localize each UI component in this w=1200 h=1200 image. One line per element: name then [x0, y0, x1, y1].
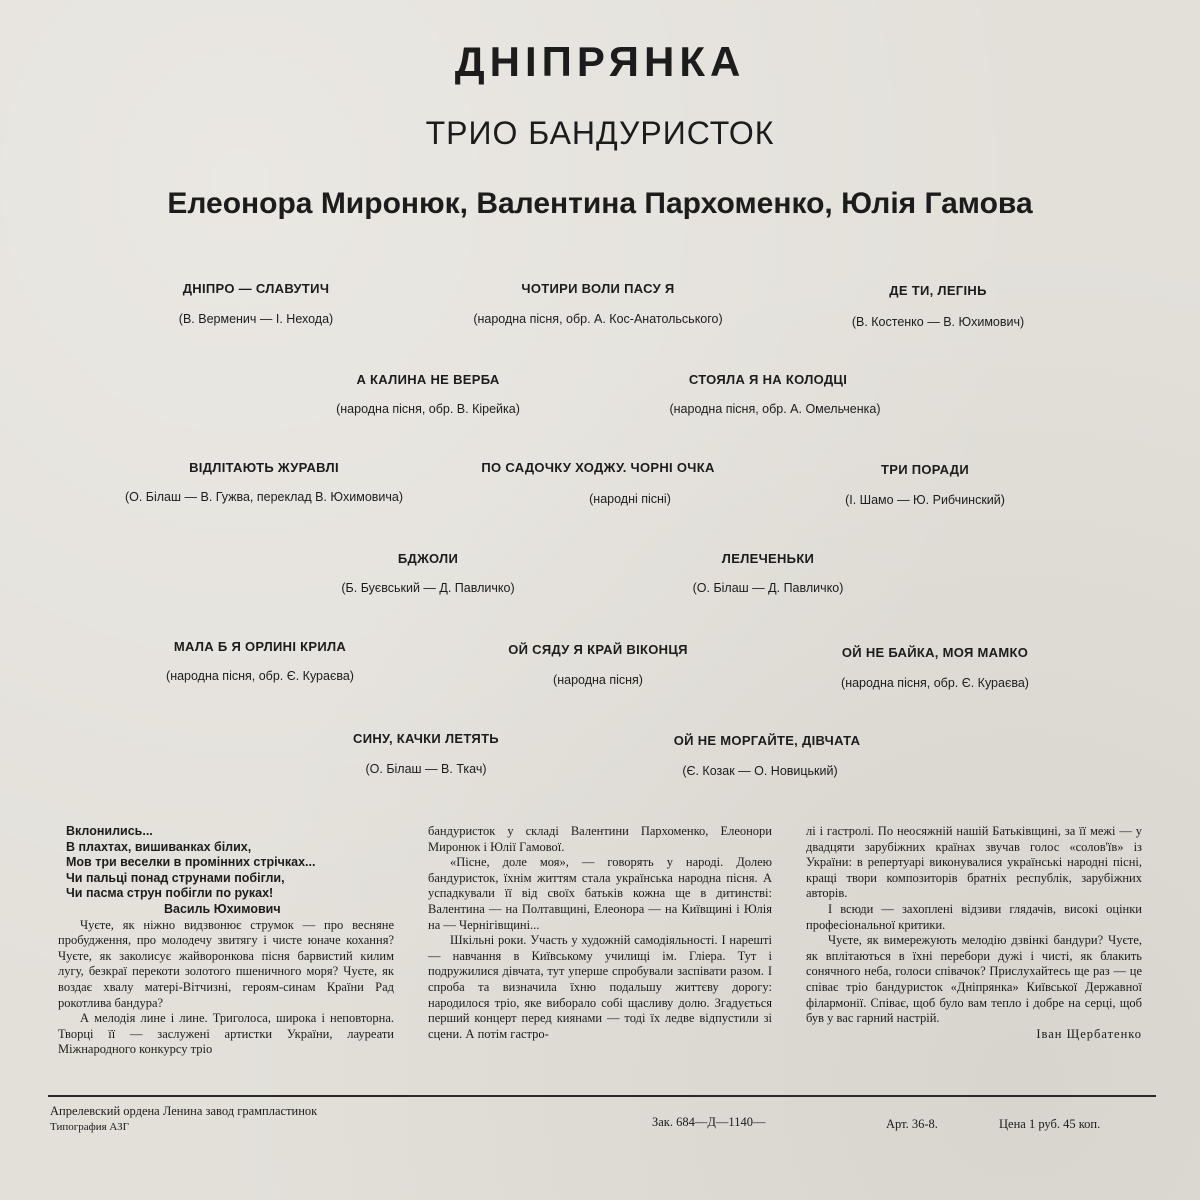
poem-line: Мов три веселки в промінних стрічках... — [66, 855, 316, 870]
song-credit: (народна пісня, обр. А. Омельченка) — [669, 402, 881, 416]
song-credit: (О. Білаш — Д. Павличко) — [692, 581, 844, 595]
poem-line: Чи пальці понад струнами побігли, — [66, 870, 285, 885]
song-title: ВІДЛІТАЮТЬ ЖУРАВЛІ — [189, 460, 339, 475]
poem-line: Чи пасма струн побігли по руках! — [66, 886, 274, 901]
notes-column-2 — [428, 824, 772, 1042]
notes-paragraph: Чуєте, як вимережують мелодію дзвінкі бандури? Чуєте, як вплітаються в їхні перебори дужі і чисті, як блакить сонячного неба, голоси співачок? Прислухайтесь ще раз — це співає тріо бандуристок «Дніпрянка» Київської Державної філармонії. Співає, щоб було вам тепло і добре на серці, щоб був у вас гарний настрій. — [806, 933, 1142, 1026]
poem-line: В плахтах, вишиванках білих, — [66, 839, 252, 854]
song-title: ОЙ НЕ БАЙКА, МОЯ МАМКО — [841, 645, 1029, 660]
song-credit: (І. Шамо — Ю. Рибчинский) — [845, 493, 1005, 507]
song-credit: (народна пісня) — [553, 673, 643, 687]
song-title: СИНУ, КАЧКИ ЛЕТЯТЬ — [353, 731, 499, 746]
epigraph-poem — [66, 824, 394, 918]
factory-line: Апрелевский ордена Ленина завод грампластинок — [50, 1104, 318, 1118]
song-title: ДНІПРО — СЛАВУТИЧ — [182, 281, 330, 296]
song-credit: (народна пісня, обр. Є. Кураєва) — [841, 676, 1029, 690]
notes-author: Іван Щербатенко — [1036, 1026, 1142, 1041]
song-title: ДЕ ТИ, ЛЕГІНЬ — [889, 283, 987, 298]
song-credit: (Б. Буєвський — Д. Павличко) — [341, 581, 515, 595]
album-subtitle: ТРИО БАНДУРИСТОК — [425, 115, 775, 151]
song-title: А КАЛИНА НЕ ВЕРБА — [356, 372, 500, 387]
song-credit: (народні пісні) — [589, 492, 671, 506]
poem-author: Василь Юхимович — [164, 901, 281, 916]
article-number: Арт. 36-8. — [886, 1117, 938, 1131]
performers-line: Елеонора Миронюк, Валентина Пархоменко, Юлія Гамова — [167, 187, 1033, 220]
notes-paragraph: Шкільні роки. Участь у художній самодіяльності. І нарешті — навчання в Київському училищі ім. Гліера. Тут і подружилися дівчата, тут уперше спробували заспівати разом. І спроба та визначила їхню подальшу життєву дорогу: народилося тріо, яке виборало собі щасливу долю. Згадується перший концерт перед киянами — тоді їх ледве відпустили зі сцени. А потім гастро- — [428, 933, 772, 1041]
notes-paragraph: Чуєте, як ніжно видзвонює струмок — про весняне пробудження, про молодечу звитягу і чисте юначе кохання? Чуєте, як заколисує жайворонкова пісня барвистий килим лугу, безкраї перекоти золотого пшеничного моря? Чуєте, як воздає хвалу матері-Вітчизні, героям-синам Країни Рад рокотлива бандура? — [58, 917, 394, 1010]
footer-divider — [48, 1095, 1156, 1097]
song-title: ЧОТИРИ ВОЛИ ПАСУ Я — [521, 281, 675, 296]
song-title: ТРИ ПОРАДИ — [880, 462, 970, 477]
song-credit: (народна пісня, обр. А. Кос-Анатольського) — [473, 312, 723, 326]
price: Цена 1 руб. 45 коп. — [999, 1117, 1101, 1131]
notes-paragraph: бандуристок у складі Валентини Пархоменко, Елеонори Миронюк і Юлії Гамової. — [428, 824, 772, 854]
notes-paragraph: І всюди — захоплені відзиви глядачів, високі оцінки професіональної критики. — [806, 901, 1142, 932]
notes-paragraph: «Пісне, доле моя», — говорять у народі. Долею бандуристок, їхнім життям стала українська народна пісня. А успадкували її від своїх батьків кожна ще в дитинстві: Валентина — на Полтавщині, Елеонора — на Київщині і Юлія на — Чернігівщині... — [428, 855, 772, 932]
notes-column-3 — [806, 824, 1142, 1042]
song-title: ПО САДОЧКУ ХОДЖУ. ЧОРНІ ОЧКА — [481, 460, 715, 475]
album-title: ДНІПРЯНКА — [454, 38, 746, 85]
song-title: МАЛА Б Я ОРЛИНІ КРИЛА — [173, 639, 347, 654]
song-credit: (О. Білаш — В. Гужва, переклад В. Юхимовича) — [124, 490, 404, 504]
song-credit: (народна пісня, обр. Є. Кураєва) — [166, 669, 354, 683]
song-title: БДЖОЛИ — [397, 551, 459, 566]
order-number: Зак. 684—Д—1140— — [652, 1115, 766, 1129]
printer-line: Типография АЗГ — [50, 1121, 129, 1133]
song-title: ОЙ СЯДУ Я КРАЙ ВІКОНЦЯ — [508, 642, 688, 657]
notes-paragraph: А мелодія лине і лине. Триголоса, широка і неповторна. Творці її — заслужені артистки України, лауреати Міжнародного конкурсу тріо — [58, 1011, 394, 1057]
song-title: СТОЯЛА Я НА КОЛОДЦІ — [688, 372, 848, 387]
song-title: ОЙ НЕ МОРГАЙТЕ, ДІВЧАТА — [673, 733, 861, 748]
notes-column-1 — [58, 824, 394, 1058]
song-credit: (Є. Козак — О. Новицький) — [682, 764, 838, 778]
song-credit: (О. Білаш — В. Ткач) — [365, 762, 487, 776]
notes-paragraph: лі і гастролі. По неосяжній нашій Батьківщині, за її межі — у двадцяти зарубіжних країнах звучав голос «солов'їв» із України: в репертуарі виконувалися українські народні пісні, кращі твори композиторів братніх республік, зарубіжних авторів. — [806, 824, 1142, 901]
song-title: ЛЕЛЕЧЕНЬКИ — [721, 551, 815, 566]
song-credit: (народна пісня, обр. В. Кірейка) — [336, 402, 520, 416]
song-credit: (В. Костенко — В. Юхимович) — [851, 315, 1025, 329]
song-credit: (В. Верменич — І. Нехода) — [178, 312, 334, 326]
poem-line: Вклонились... — [66, 824, 153, 838]
